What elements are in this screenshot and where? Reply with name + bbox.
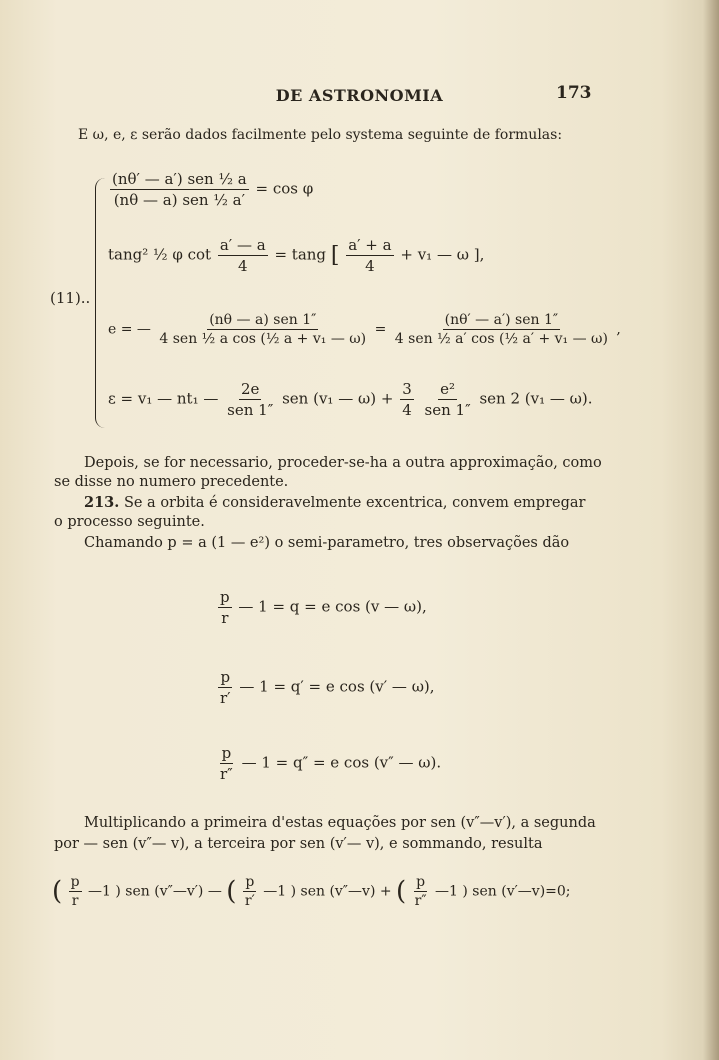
- final-t2-fraction: [243, 874, 257, 909]
- intro-line: E ω, e, ε serão dados facilmente pelo systema seguinte de formulas:: [78, 127, 563, 143]
- system-equation-3: [108, 312, 621, 347]
- equation-label: (11)..: [50, 289, 91, 307]
- eq-c-rhs: — 1 = q″ = e cos (v″ — ω).: [241, 753, 442, 772]
- final-t1-tail: —1 ) sen (v″—v′) —: [88, 883, 222, 900]
- eq1-numerator: (nθ′ — a′) sen ½ a: [112, 170, 247, 188]
- final-t2-den: r′: [244, 893, 255, 909]
- eq3-fraction-1: [157, 312, 368, 347]
- paren-open-2: (: [226, 876, 237, 907]
- eq1-denominator: (nθ — a) sen ½ a′: [113, 191, 246, 209]
- equation-c: [216, 744, 441, 783]
- running-header-title: DE ASTRONOMIA: [275, 86, 444, 105]
- paragraph-2-text: Se a orbita é consideravelmente excentrica, convem empregar: [123, 495, 586, 511]
- eq2-br-num: a′ + a: [348, 236, 392, 254]
- paren-open-3: (: [396, 876, 407, 907]
- paragraph-2-line-2: o processo seguinte.: [54, 514, 205, 530]
- eq4-frac1-den: sen 1″: [227, 401, 274, 419]
- final-t1-den: r: [71, 893, 79, 909]
- eq4-frac2-den: 4: [402, 401, 412, 419]
- eq2-tail: + v₁ — ω ],: [400, 245, 485, 264]
- paragraph-3-line-1: Chamando p = a (1 — e²) o semi-parametro, tres observações dão: [84, 535, 570, 551]
- eq-a-fraction: [218, 588, 232, 627]
- final-t3-den: r″: [414, 893, 427, 909]
- final-t3-num: p: [416, 874, 426, 890]
- eq2-frac-num: a′ — a: [219, 236, 266, 254]
- equation-a: [216, 588, 427, 627]
- eq-a-rhs: — 1 = q = e cos (v — ω),: [238, 597, 427, 616]
- equation-b: [216, 668, 435, 707]
- eq-a-num: p: [220, 588, 230, 606]
- eq3-frac2-den: 4 sen ½ a′ cos (½ a′ + v₁ — ω): [394, 331, 608, 347]
- final-equation: [52, 874, 571, 909]
- final-t3-fraction: [413, 874, 429, 909]
- eq2-fraction: [218, 236, 268, 275]
- eq3-frac1-den: 4 sen ½ a cos (½ a + v₁ — ω): [159, 331, 367, 347]
- eq3-frac1-num: (nθ — a) sen 1″: [209, 312, 317, 328]
- paragraph-2-line-1: [84, 494, 585, 511]
- eq-c-num: p: [221, 744, 232, 762]
- eq2-mid: = tang: [274, 245, 327, 264]
- eq4-fraction-1: [225, 380, 275, 419]
- eq4-lhs: ε = v₁ — nt₁ —: [108, 389, 219, 408]
- eq4-frac1-num: 2e: [241, 380, 260, 398]
- system-equation-4: [108, 380, 593, 419]
- system-equation-2: [108, 236, 484, 275]
- paragraph-4-line-2: por — sen (v″— v), a terceira por sen (v′— v), e sommando, resulta: [54, 836, 543, 852]
- eq3-tail: ,: [616, 321, 621, 338]
- final-t2-num: p: [245, 874, 255, 890]
- eq4-fraction-3: [423, 380, 473, 419]
- eq4-frac2-num: 3: [402, 380, 412, 398]
- eq2-bracket-fraction: [346, 236, 393, 275]
- paragraph-1-line-1: Depois, se for necessario, proceder-se-ha a outra approximação, como: [84, 455, 602, 471]
- eq-b-num: p: [220, 668, 231, 686]
- eq2-open-bracket: [: [330, 243, 340, 268]
- eq2-frac-den: 4: [237, 257, 248, 275]
- final-t2-tail: —1 ) sen (v″—v) +: [263, 883, 392, 900]
- final-t1-fraction: [69, 874, 82, 909]
- section-number: 213.: [84, 494, 120, 511]
- eq2-lhs: tang² ½ φ cot: [108, 245, 212, 264]
- paren-open-1: (: [52, 876, 63, 907]
- paragraph-4-line-1: Multiplicando a primeira d'estas equações por sen (v″—v′), a segunda: [84, 815, 596, 831]
- eq1-fraction: [110, 170, 249, 209]
- eq-a-den: r: [221, 609, 229, 627]
- paragraph-1-line-2: se disse no numero precedente.: [54, 474, 289, 490]
- eq3-equals: =: [374, 321, 387, 338]
- eq3-lhs: e = —: [108, 321, 151, 338]
- eq4-tail: sen 2 (v₁ — ω).: [479, 389, 593, 408]
- eq-b-den: r′: [220, 689, 231, 707]
- eq-b-rhs: — 1 = q′ = e cos (v′ — ω),: [239, 677, 435, 696]
- eq-c-fraction: [218, 744, 235, 783]
- eq4-mid: sen (v₁ — ω) +: [282, 389, 394, 408]
- final-t3-tail: —1 ) sen (v′—v)=0;: [435, 883, 571, 900]
- eq-b-fraction: [218, 668, 233, 707]
- final-t1-num: p: [70, 874, 80, 890]
- page-number: 173: [556, 83, 592, 103]
- eq3-fraction-2: [393, 312, 610, 347]
- page-edge-shadow: [703, 0, 719, 1060]
- eq4-frac3-den: sen 1″: [424, 401, 471, 419]
- eq1-rhs: = cos φ: [255, 179, 314, 198]
- system-equation-1: [108, 170, 313, 209]
- eq2-br-den: 4: [365, 257, 375, 275]
- eq-c-den: r″: [220, 765, 233, 783]
- eq3-frac2-num: (nθ′ — a′) sen 1″: [444, 312, 559, 328]
- system-brace: [95, 178, 108, 428]
- eq4-fraction-2: [400, 380, 414, 419]
- eq4-frac3-num: e²: [440, 380, 456, 398]
